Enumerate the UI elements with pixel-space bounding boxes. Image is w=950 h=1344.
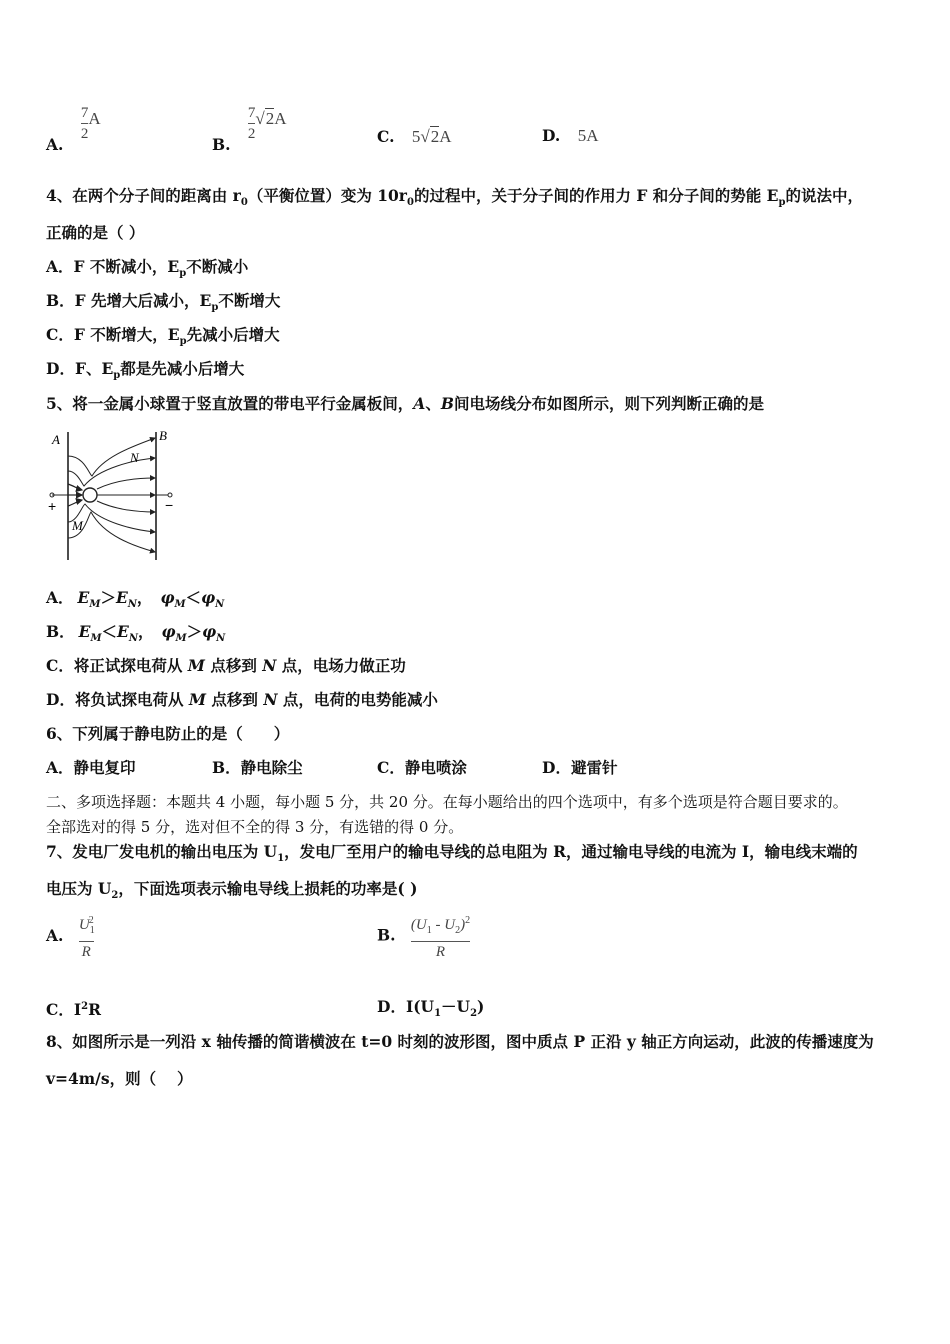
text: 5、将一金属小球置于竖直放置的带电平行金属板间， <box>46 394 414 413</box>
label-b: B <box>159 428 167 443</box>
q7-option-b <box>377 912 470 961</box>
numerator <box>79 912 94 940</box>
text: 先减小后增大 <box>186 325 280 344</box>
text: －U <box>441 997 471 1016</box>
text: I(U <box>405 997 435 1016</box>
section-heading: 二、多项选择题：本题共 4 小题，每小题 5 分，共 20 分。在每小题给出的四个选项中，有多个选项是符合题目要求的。 <box>46 793 848 811</box>
text: F 先增大后减小，E <box>74 291 212 310</box>
denominator: 2 <box>247 126 256 142</box>
subscript: 0 <box>240 197 248 209</box>
symbol: E <box>117 622 129 641</box>
numerator: 7 <box>247 105 256 121</box>
q3-option-a <box>46 104 101 154</box>
subscript: p <box>113 370 121 382</box>
q3-option-c <box>377 126 452 147</box>
separator: ， <box>136 588 153 607</box>
text: 的过程中，关于分子间的作用力 F 和分子间的势能 E <box>413 186 779 205</box>
symbol: N <box>262 656 277 675</box>
fraction <box>79 912 94 961</box>
relation: ＜ <box>185 588 202 607</box>
label-minus: − <box>165 497 174 513</box>
option-label: A. <box>46 925 64 945</box>
unit: A <box>88 108 101 128</box>
text: I <box>73 1000 82 1020</box>
subscript: 1 <box>434 1008 442 1020</box>
symbol: φ <box>160 588 175 607</box>
text: A <box>413 394 426 413</box>
text: 不断减小 <box>186 257 249 276</box>
denominator: 2 <box>80 126 89 142</box>
electric-field-figure <box>44 426 184 566</box>
superscript: 2 <box>81 1001 89 1012</box>
symbol: E <box>115 588 128 607</box>
option-label: A． <box>46 758 74 777</box>
q7-option-c <box>46 997 101 1020</box>
text: 点移到 <box>204 656 263 675</box>
numerator <box>411 912 470 940</box>
subscript: 1 <box>426 925 432 936</box>
subscript: p <box>179 336 187 348</box>
q4-stem-line2: 正确的是（ ） <box>46 223 145 242</box>
text: 、 <box>425 394 441 413</box>
option-label: B． <box>212 758 241 777</box>
q8-stem-line2: v=4m/s，则（ ） <box>46 1069 193 1088</box>
option-text: 静电复印 <box>73 758 136 777</box>
unit: A <box>274 108 287 128</box>
label-plus: + <box>48 498 57 514</box>
subscript: N <box>216 633 226 645</box>
text: 点，电场力做正功 <box>276 656 406 675</box>
q5-option-a <box>46 588 224 615</box>
q7-option-d <box>377 997 484 1024</box>
text: ，发电厂至用户的输电导线的总电阻为 R，通过输电导线的电流为 I，输电线末端的 <box>284 842 858 861</box>
subscript: N <box>128 633 138 645</box>
text: （平衡位置）变为 10r <box>247 186 407 205</box>
q4-option-c <box>46 325 280 352</box>
subscript: M <box>175 633 187 645</box>
subscript: 1 <box>277 853 285 865</box>
denominator: R <box>81 944 91 960</box>
option-label: C． <box>46 325 74 344</box>
option-label: D． <box>377 997 406 1016</box>
sqrt-symbol: √ <box>420 127 430 146</box>
q6-option-b <box>212 758 303 778</box>
radicand: 2 <box>265 108 275 128</box>
text: (U <box>410 917 427 933</box>
fraction <box>411 912 470 961</box>
text: 点，电荷的电势能减小 <box>277 690 438 709</box>
option-label: D． <box>542 758 571 777</box>
metal-ball <box>83 488 97 502</box>
relation: ＞ <box>100 588 116 607</box>
q4-option-a <box>46 257 248 284</box>
subscript: 2 <box>470 1008 478 1020</box>
label-a: A <box>52 432 60 447</box>
fraction-bar <box>411 941 470 942</box>
symbol: N <box>263 690 278 709</box>
text: 4、在两个分子间的距离由 r <box>46 186 241 205</box>
symbol: U <box>78 917 90 933</box>
subscript: p <box>778 197 786 209</box>
q5-stem <box>46 394 764 414</box>
text: B <box>440 394 454 413</box>
subscript: N <box>215 599 225 611</box>
option-label: D. <box>542 126 561 145</box>
symbol: φ <box>202 622 217 641</box>
q6-option-d <box>542 758 617 778</box>
subscript: p <box>179 268 187 280</box>
option-text: 避雷针 <box>570 758 618 777</box>
text: F 不断减小，E <box>73 257 180 276</box>
denominator: R <box>435 944 446 960</box>
text: 都是先减小后增大 <box>120 359 245 378</box>
text: R <box>88 1000 101 1020</box>
subscript: M <box>174 599 186 611</box>
subscript: p <box>211 302 219 314</box>
option-label: A． <box>46 257 74 276</box>
option-label: A． <box>46 588 74 607</box>
option-text: 5A <box>577 126 599 145</box>
text: 点移到 <box>206 690 264 709</box>
text: F、E <box>74 359 114 378</box>
option-text: 静电喷涂 <box>404 758 467 777</box>
symbol: E <box>77 588 90 607</box>
option-text: 静电除尘 <box>240 758 303 777</box>
text: 电压为 U <box>46 879 112 898</box>
q6-stem: 6、下列属于静电防止的是（ ） <box>46 724 290 743</box>
option-label: C． <box>46 1000 74 1020</box>
q7-option-a <box>46 912 94 961</box>
q8-stem: 8、如图所示是一列沿 x 轴传播的简谐横波在 t=0 时刻的波形图，图中质点 P 正沿 y 轴正方向运动，此波的传播速度为 <box>46 1032 874 1051</box>
q4-option-b <box>46 291 280 318</box>
option-label: D． <box>46 690 75 709</box>
q5-option-b <box>46 622 225 649</box>
relation: ＜ <box>101 622 118 641</box>
text: F 不断增大，E <box>73 325 180 344</box>
q4-stem <box>46 186 863 213</box>
subscript: M <box>89 599 101 611</box>
text: ，下面选项表示输电导线上损耗的功率是( ) <box>118 879 418 898</box>
q6-option-c <box>377 758 467 778</box>
subscript: N <box>127 599 137 611</box>
relation: ＞ <box>186 622 203 641</box>
option-label: B． <box>46 291 75 310</box>
text: - U <box>431 917 456 933</box>
option-label: B. <box>377 925 396 945</box>
subscript: 1 <box>89 925 95 936</box>
option-label: B. <box>212 134 231 154</box>
text: ) <box>477 997 485 1016</box>
superscript: 2 <box>88 915 94 926</box>
unit: A <box>439 127 452 146</box>
section-heading-line2: 全部选对的得 5 分，选对但不全的得 3 分，有选错的得 0 分。 <box>46 818 464 836</box>
text: 将正试探电荷从 <box>73 656 188 675</box>
symbol: φ <box>161 622 176 641</box>
q4-option-d <box>46 359 244 386</box>
option-label: A. <box>46 134 64 154</box>
sqrt-symbol: √ <box>255 108 265 128</box>
label-n: N <box>130 450 139 465</box>
symbol: E <box>78 622 91 641</box>
q7-stem <box>46 842 858 869</box>
numerator: 7 <box>80 105 89 121</box>
symbol: M <box>187 656 205 675</box>
symbol: M <box>188 690 207 709</box>
superscript: 2 <box>465 915 471 926</box>
label-m: M <box>72 518 83 533</box>
option-label: C． <box>46 656 74 675</box>
text: 7、发电厂发电机的输出电压为 U <box>46 842 278 861</box>
q6-option-a <box>46 758 136 778</box>
option-label: B． <box>46 622 75 641</box>
subscript: M <box>90 633 102 645</box>
radicand: 2 <box>430 127 440 146</box>
q3-option-b <box>212 104 287 154</box>
separator: ， <box>138 622 154 641</box>
option-label: C. <box>377 127 395 146</box>
subscript: 0 <box>406 197 414 209</box>
subscript: 2 <box>455 925 461 936</box>
text: 不断增大 <box>218 291 281 310</box>
q3-option-d <box>542 126 598 146</box>
text: 将负试探电荷从 <box>74 690 189 709</box>
symbol: φ <box>201 588 216 607</box>
text: 的说法中， <box>785 186 863 205</box>
option-label: C． <box>377 758 405 777</box>
q5-option-c <box>46 656 406 676</box>
q5-option-d <box>46 690 438 710</box>
text: ) <box>460 917 466 933</box>
q7-stem-line2 <box>46 879 417 906</box>
subscript: 2 <box>111 890 119 902</box>
text: 间电场线分布如图所示，则下列判断正确的是 <box>453 394 764 413</box>
fraction-bar <box>79 941 94 942</box>
ball-arrows <box>68 484 82 506</box>
option-label: D． <box>46 359 75 378</box>
coefficient: 5 <box>411 127 421 146</box>
